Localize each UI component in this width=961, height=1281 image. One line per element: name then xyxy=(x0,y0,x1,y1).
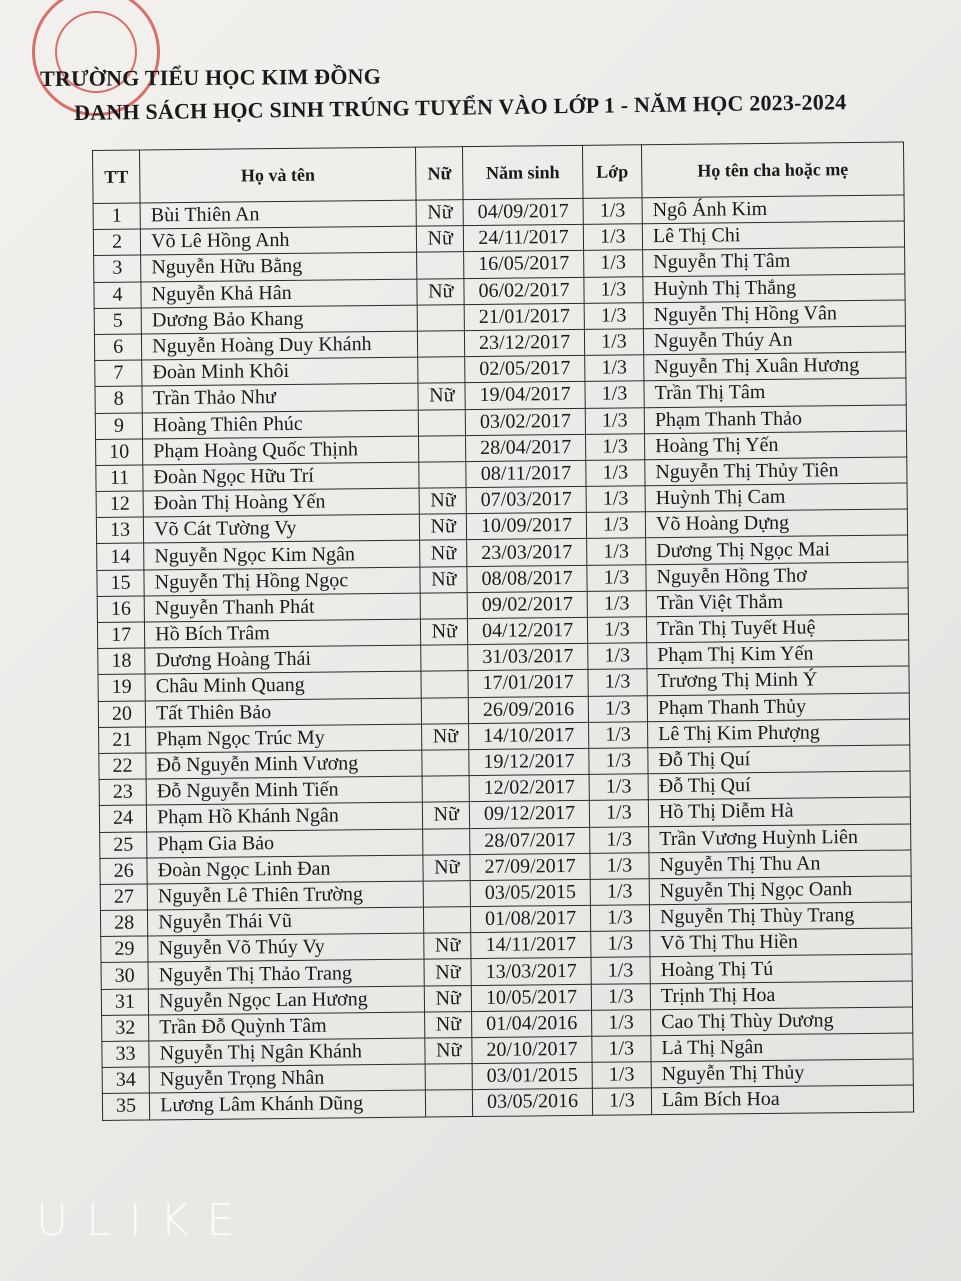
cell-parent-name: Nguyễn Thị Thùy Trang xyxy=(649,902,911,931)
cell-female xyxy=(419,461,466,488)
cell-class: 1/3 xyxy=(584,329,643,356)
cell-student-name: Nguyễn Thị Hồng Ngọc xyxy=(144,567,420,596)
cell-tt: 14 xyxy=(97,543,144,570)
cell-parent-name: Huỳnh Thị Thắng xyxy=(643,274,905,303)
cell-student-name: Đỗ Nguyễn Minh Tiến xyxy=(146,776,422,805)
cell-class: 1/3 xyxy=(583,224,642,251)
cell-student-name: Lương Lâm Khánh Dũng xyxy=(150,1090,426,1119)
cell-tt: 18 xyxy=(98,648,145,675)
cell-female: Nữ xyxy=(424,959,471,986)
cell-dob: 04/12/2017 xyxy=(468,617,588,644)
cell-dob: 10/09/2017 xyxy=(467,513,587,540)
cell-student-name: Nguyễn Lê Thiên Trường xyxy=(147,881,423,910)
cell-class: 1/3 xyxy=(586,460,645,487)
cell-parent-name: Lê Thị Kim Phượng xyxy=(648,719,910,748)
col-name-header: Họ và tên xyxy=(140,147,417,203)
cell-tt: 15 xyxy=(97,570,144,597)
table-header-row xyxy=(93,142,905,203)
cell-female xyxy=(417,252,464,279)
cell-class: 1/3 xyxy=(592,1062,651,1089)
cell-parent-name: Hoàng Thị Tú xyxy=(650,954,912,983)
cell-student-name: Nguyễn Ngọc Kim Ngân xyxy=(144,541,420,570)
cell-tt: 27 xyxy=(100,884,147,911)
cell-parent-name: Dương Thị Ngọc Mai xyxy=(646,535,908,564)
cell-parent-name: Đỗ Thị Quí xyxy=(648,771,910,800)
cell-dob: 03/02/2017 xyxy=(466,408,586,435)
cell-tt: 24 xyxy=(99,805,146,832)
cell-class: 1/3 xyxy=(585,407,644,434)
cell-dob: 06/02/2017 xyxy=(464,277,584,304)
cell-female: Nữ xyxy=(417,278,464,305)
cell-student-name: Nguyễn Thái Vũ xyxy=(148,907,424,936)
cell-dob: 14/10/2017 xyxy=(469,722,589,749)
cell-parent-name: Ngô Ánh Kim xyxy=(642,195,904,224)
cell-tt: 30 xyxy=(101,962,148,989)
cell-student-name: Trần Đỗ Quỳnh Tâm xyxy=(149,1012,425,1041)
cell-tt: 25 xyxy=(100,831,147,858)
cell-class: 1/3 xyxy=(590,879,649,906)
cell-tt: 3 xyxy=(94,255,141,282)
cell-tt: 26 xyxy=(100,858,147,885)
document-title: DANH SÁCH HỌC SINH TRÚNG TUYỂN VÀO LỚP 1 - NĂM HỌC 2023-2024 xyxy=(74,89,847,125)
col-dob-header: Năm sinh xyxy=(463,145,583,199)
table-body xyxy=(93,195,914,1120)
cell-female: Nữ xyxy=(423,802,470,829)
cell-student-name: Võ Lê Hồng Anh xyxy=(141,226,417,255)
cell-tt: 9 xyxy=(95,412,142,439)
cell-dob: 23/03/2017 xyxy=(467,539,587,566)
cell-female: Nữ xyxy=(418,383,465,410)
col-female-header: Nữ xyxy=(416,147,464,200)
cell-student-name: Nguyễn Thị Thảo Trang xyxy=(148,960,424,989)
cell-tt: 29 xyxy=(101,936,148,963)
cell-female xyxy=(422,776,469,803)
cell-female: Nữ xyxy=(422,723,469,750)
student-table xyxy=(92,141,914,1120)
cell-class: 1/3 xyxy=(591,983,650,1010)
cell-female xyxy=(423,828,470,855)
cell-female xyxy=(424,907,471,934)
cell-female: Nữ xyxy=(421,619,468,646)
cell-tt: 13 xyxy=(96,517,143,544)
cell-class: 1/3 xyxy=(584,276,643,303)
cell-female: Nữ xyxy=(417,226,464,253)
cell-student-name: Nguyễn Ngọc Lan Hương xyxy=(148,986,424,1015)
cell-tt: 34 xyxy=(102,1067,149,1094)
cell-class: 1/3 xyxy=(588,695,647,722)
cell-tt: 5 xyxy=(94,308,141,335)
cell-female: Nữ xyxy=(424,933,471,960)
cell-class: 1/3 xyxy=(587,591,646,618)
cell-class: 1/3 xyxy=(583,198,642,225)
cell-student-name: Đoàn Minh Khôi xyxy=(142,357,418,386)
cell-tt: 17 xyxy=(97,622,144,649)
cell-class: 1/3 xyxy=(589,826,648,853)
cell-dob: 10/05/2017 xyxy=(472,984,592,1011)
cell-dob: 04/09/2017 xyxy=(463,198,583,225)
cell-parent-name: Nguyễn Thị Thủy Tiên xyxy=(645,457,907,486)
cell-student-name: Dương Bảo Khang xyxy=(141,305,417,334)
cell-dob: 16/05/2017 xyxy=(464,251,584,278)
cell-parent-name: Võ Thị Thu Hiền xyxy=(650,928,912,957)
cell-parent-name: Phạm Thanh Thảo xyxy=(644,404,906,433)
cell-class: 1/3 xyxy=(583,250,642,277)
cell-tt: 4 xyxy=(94,282,141,309)
cell-student-name: Đoàn Ngọc Hữu Trí xyxy=(143,462,419,491)
cell-student-name: Nguyễn Trọng Nhân xyxy=(149,1064,425,1093)
cell-parent-name: Nguyễn Thị Thủy xyxy=(651,1059,913,1088)
cell-dob: 08/08/2017 xyxy=(467,565,587,592)
cell-tt: 21 xyxy=(99,727,146,754)
cell-dob: 24/11/2017 xyxy=(464,225,584,252)
cell-dob: 28/04/2017 xyxy=(466,434,586,461)
cell-dob: 19/12/2017 xyxy=(469,748,589,775)
cell-parent-name: Nguyễn Thị Hồng Vân xyxy=(643,300,905,329)
cell-dob: 08/11/2017 xyxy=(466,460,586,487)
cell-tt: 11 xyxy=(96,465,143,492)
cell-dob: 09/12/2017 xyxy=(470,801,590,828)
app-watermark: ULIKE xyxy=(36,1195,253,1246)
cell-class: 1/3 xyxy=(589,800,648,827)
cell-female xyxy=(418,409,465,436)
cell-female xyxy=(419,435,466,462)
col-parent-header: Họ tên cha hoặc mẹ xyxy=(641,142,904,198)
col-tt-header: TT xyxy=(93,150,141,203)
cell-class: 1/3 xyxy=(591,957,650,984)
cell-parent-name: Phạm Thanh Thủy xyxy=(647,693,909,722)
cell-class: 1/3 xyxy=(588,721,647,748)
cell-dob: 13/03/2017 xyxy=(471,958,591,985)
student-list-sheet xyxy=(92,141,914,1120)
cell-dob: 12/02/2017 xyxy=(469,774,589,801)
cell-student-name: Dương Hoàng Thái xyxy=(145,645,421,674)
cell-student-name: Tất Thiên Bảo xyxy=(145,698,421,727)
cell-class: 1/3 xyxy=(592,1088,651,1115)
cell-female xyxy=(421,697,468,724)
cell-female xyxy=(420,592,467,619)
cell-parent-name: Huỳnh Thị Cam xyxy=(645,483,907,512)
cell-student-name: Đỗ Nguyễn Minh Vương xyxy=(146,750,422,779)
cell-female xyxy=(426,1090,473,1117)
cell-tt: 6 xyxy=(94,334,141,361)
cell-parent-name: Nguyễn Thị Tâm xyxy=(643,247,905,276)
cell-dob: 07/03/2017 xyxy=(466,486,586,513)
cell-female: Nữ xyxy=(419,488,466,515)
cell-class: 1/3 xyxy=(587,617,646,644)
cell-female xyxy=(417,304,464,331)
cell-tt: 12 xyxy=(96,491,143,518)
cell-student-name: Đoàn Ngọc Linh Đan xyxy=(147,855,423,884)
cell-student-name: Bùi Thiên An xyxy=(140,200,416,229)
cell-parent-name: Võ Hoàng Dựng xyxy=(645,509,907,538)
cell-student-name: Phạm Gia Bảo xyxy=(147,829,423,858)
cell-female: Nữ xyxy=(424,985,471,1012)
cell-class: 1/3 xyxy=(584,302,643,329)
cell-class: 1/3 xyxy=(587,564,646,591)
col-class-header: Lớp xyxy=(582,145,642,199)
cell-parent-name: Lê Thị Chi xyxy=(642,221,904,250)
cell-dob: 31/03/2017 xyxy=(468,644,588,671)
cell-class: 1/3 xyxy=(588,669,647,696)
cell-female xyxy=(421,645,468,672)
cell-class: 1/3 xyxy=(589,774,648,801)
cell-student-name: Nguyễn Hoàng Duy Khánh xyxy=(142,331,418,360)
cell-dob: 03/01/2015 xyxy=(472,1063,592,1090)
cell-class: 1/3 xyxy=(585,381,644,408)
cell-class: 1/3 xyxy=(584,355,643,382)
cell-tt: 1 xyxy=(93,203,140,230)
cell-class: 1/3 xyxy=(590,905,649,932)
cell-parent-name: Nguyễn Thị Thu An xyxy=(649,850,911,879)
cell-student-name: Phạm Hồ Khánh Ngân xyxy=(147,802,423,831)
cell-parent-name: Lâm Bích Hoa xyxy=(651,1085,913,1114)
cell-female xyxy=(423,880,470,907)
cell-tt: 7 xyxy=(95,360,142,387)
cell-tt: 2 xyxy=(93,229,140,256)
cell-class: 1/3 xyxy=(591,1010,650,1037)
cell-student-name: Phạm Hoàng Quốc Thịnh xyxy=(143,436,419,465)
cell-student-name: Nguyễn Khả Hân xyxy=(141,279,417,308)
cell-student-name: Nguyễn Hữu Bằng xyxy=(141,252,417,281)
cell-student-name: Nguyễn Võ Thúy Vy xyxy=(148,933,424,962)
cell-student-name: Hoàng Thiên Phúc xyxy=(142,410,418,439)
cell-parent-name: Cao Thị Thùy Dương xyxy=(651,1007,913,1036)
cell-student-name: Trần Thảo Như xyxy=(142,383,418,412)
cell-student-name: Võ Cát Tường Vy xyxy=(144,514,420,543)
cell-student-name: Phạm Ngọc Trúc My xyxy=(146,724,422,753)
cell-dob: 27/09/2017 xyxy=(470,853,590,880)
cell-tt: 20 xyxy=(98,701,145,728)
cell-dob: 03/05/2016 xyxy=(473,1089,593,1116)
cell-class: 1/3 xyxy=(589,748,648,775)
cell-dob: 28/07/2017 xyxy=(470,827,590,854)
cell-dob: 23/12/2017 xyxy=(465,329,585,356)
cell-dob: 19/04/2017 xyxy=(465,382,585,409)
cell-student-name: Đoàn Thị Hoàng Yến xyxy=(143,488,419,517)
cell-parent-name: Nguyễn Thị Ngọc Oanh xyxy=(649,876,911,905)
cell-parent-name: Đỗ Thị Quí xyxy=(648,745,910,774)
cell-parent-name: Trần Việt Thắm xyxy=(646,588,908,617)
cell-tt: 32 xyxy=(102,1015,149,1042)
school-name: TRƯỜNG TIỂU HỌC KIM ĐỒNG xyxy=(40,63,382,91)
cell-class: 1/3 xyxy=(591,931,650,958)
cell-female: Nữ xyxy=(416,200,463,227)
cell-tt: 10 xyxy=(96,439,143,466)
cell-parent-name: Lả Thị Ngân xyxy=(651,1033,913,1062)
cell-parent-name: Trần Thị Tuyết Huệ xyxy=(646,614,908,643)
cell-parent-name: Trịnh Thị Hoa xyxy=(650,981,912,1010)
cell-parent-name: Nguyễn Thị Xuân Hương xyxy=(644,352,906,381)
cell-female xyxy=(418,357,465,384)
cell-class: 1/3 xyxy=(585,433,644,460)
cell-parent-name: Nguyễn Hồng Thơ xyxy=(646,562,908,591)
cell-student-name: Nguyễn Thanh Phát xyxy=(144,593,420,622)
cell-class: 1/3 xyxy=(592,1036,651,1063)
cell-female: Nữ xyxy=(425,1011,472,1038)
cell-parent-name: Phạm Thị Kim Yến xyxy=(647,640,909,669)
cell-class: 1/3 xyxy=(586,512,645,539)
cell-dob: 14/11/2017 xyxy=(471,932,591,959)
cell-female: Nữ xyxy=(420,566,467,593)
cell-female: Nữ xyxy=(420,540,467,567)
cell-female xyxy=(418,331,465,358)
cell-female: Nữ xyxy=(420,514,467,541)
cell-student-name: Nguyễn Thị Ngân Khánh xyxy=(149,1038,425,1067)
cell-tt: 22 xyxy=(99,753,146,780)
cell-dob: 09/02/2017 xyxy=(468,591,588,618)
cell-dob: 01/04/2016 xyxy=(472,1010,592,1037)
cell-dob: 21/01/2017 xyxy=(464,303,584,330)
cell-female: Nữ xyxy=(423,854,470,881)
cell-class: 1/3 xyxy=(586,538,645,565)
cell-tt: 19 xyxy=(98,674,145,701)
cell-parent-name: Nguyễn Thúy An xyxy=(643,326,905,355)
cell-dob: 26/09/2016 xyxy=(469,696,589,723)
cell-tt: 35 xyxy=(102,1093,149,1120)
cell-class: 1/3 xyxy=(587,643,646,670)
cell-female: Nữ xyxy=(425,1038,472,1065)
cell-parent-name: Trần Thị Tâm xyxy=(644,378,906,407)
cell-tt: 33 xyxy=(102,1041,149,1068)
cell-tt: 23 xyxy=(99,779,146,806)
cell-parent-name: Trần Vương Huỳnh Liên xyxy=(649,823,911,852)
cell-parent-name: Trương Thị Minh Ý xyxy=(647,666,909,695)
cell-tt: 28 xyxy=(100,910,147,937)
cell-female xyxy=(425,1064,472,1091)
cell-female xyxy=(421,671,468,698)
cell-student-name: Hồ Bích Trâm xyxy=(145,619,421,648)
cell-dob: 02/05/2017 xyxy=(465,355,585,382)
cell-dob: 17/01/2017 xyxy=(468,670,588,697)
cell-class: 1/3 xyxy=(586,486,645,513)
cell-class: 1/3 xyxy=(590,852,649,879)
cell-dob: 01/08/2017 xyxy=(471,905,591,932)
cell-dob: 03/05/2015 xyxy=(471,879,591,906)
cell-tt: 31 xyxy=(101,989,148,1016)
cell-tt: 16 xyxy=(97,596,144,623)
cell-dob: 20/10/2017 xyxy=(472,1036,592,1063)
cell-student-name: Châu Minh Quang xyxy=(145,671,421,700)
cell-parent-name: Hoàng Thị Yến xyxy=(645,431,907,460)
cell-parent-name: Hồ Thị Diễm Hà xyxy=(648,797,910,826)
cell-female xyxy=(422,750,469,777)
cell-tt: 8 xyxy=(95,386,142,413)
